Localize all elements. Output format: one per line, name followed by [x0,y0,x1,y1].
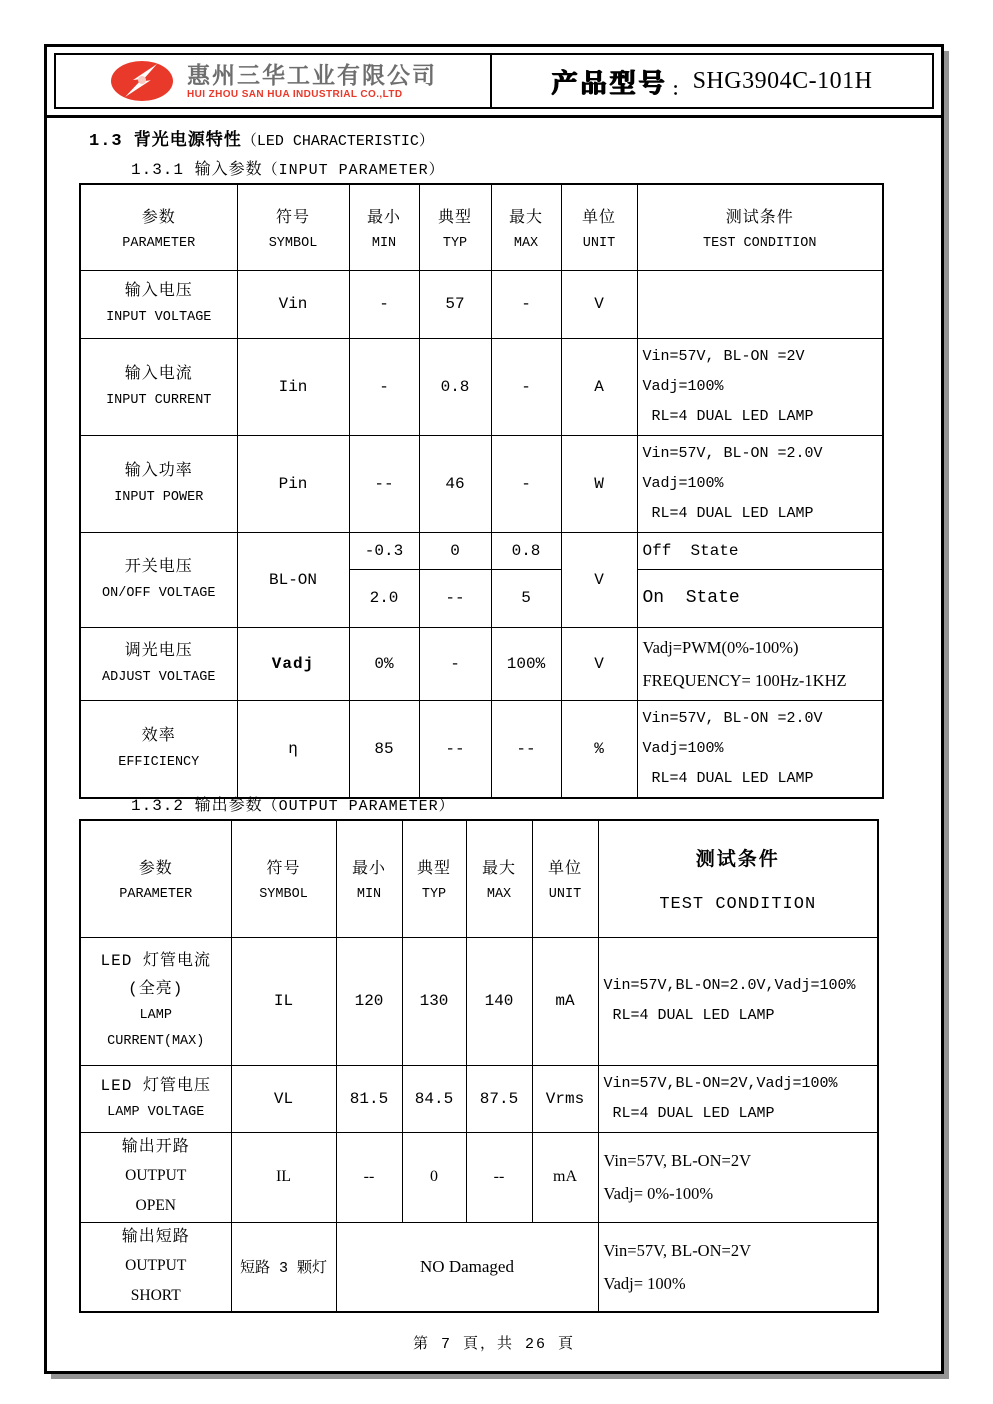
cell-max: 140 [466,937,532,1065]
cell-test-condition: Vadj=PWM(0%-100%) FREQUENCY= 100Hz-1KHZ [637,627,883,700]
cell-max: - [491,270,561,338]
company-block [56,55,492,107]
cell-symbol: IL [231,937,336,1065]
cell-typ: -- [419,700,491,798]
cell-min: 120 [336,937,402,1065]
section-1-3-2-title-cn: 1.3.2 输出参数 [131,797,263,815]
cell-unit: V [561,532,637,627]
cell-unit: W [561,435,637,532]
cell-typ: 130 [402,937,466,1065]
section-1-3-2-title-en: （OUTPUT PARAMETER） [262,798,455,815]
cell-unit: A [561,338,637,435]
cell-unit: V [561,627,637,700]
cell-test-condition: Vin=57V, BL-ON=2V Vadj= 100% [598,1222,878,1312]
header-divider [47,115,941,118]
cell-merged-result: NO Damaged [336,1222,598,1312]
cell-max: 100% [491,627,561,700]
cell-symbol: VL [231,1065,336,1132]
section-1-3-title-cn: 1.3 背光电源特性 [89,132,242,151]
cell-test-condition: Vin=57V,BL-ON=2V,Vadj=100% RL=4 DUAL LED LAMP [598,1065,878,1132]
cell-max: 87.5 [466,1065,532,1132]
section-1-3-1-title-cn: 1.3.1 输入参数 [131,161,263,179]
company-name-en: HUI ZHOU SAN HUA INDUSTRIAL CO.,LTD [187,89,403,100]
table-row-lamp-voltage [80,1065,878,1132]
section-1-3-1-title-en: （INPUT PARAMETER） [262,162,445,179]
cell-max: 0.8 [491,532,561,569]
cell-min: - [349,338,419,435]
section-1-3-title-en: （LED CHARACTERISTIC） [241,133,434,150]
cell-max: -- [491,700,561,798]
cell-max: - [491,338,561,435]
cell-param: 调光电压 ADJUST VOLTAGE [80,627,237,700]
header-cell-max: 最大 MAX [491,184,561,270]
cell-max: 5 [491,569,561,627]
header-cell-unit: 单位 UNIT [532,820,598,937]
section-1-3-1-heading [131,156,445,179]
cell-typ: 84.5 [402,1065,466,1132]
cell-symbol: 短路 3 颗灯 [231,1222,336,1312]
company-name-cn: 惠州三华工业有限公司 [187,62,437,88]
header-cell-typ: 典型 TYP [419,184,491,270]
header-cell-typ: 典型 TYP [402,820,466,937]
table-row-input-current [80,338,883,435]
header [54,53,934,109]
cell-test-condition: Vin=57V, BL-ON =2.0V Vadj=100% RL=4 DUAL LED LAMP [637,700,883,798]
header-cell-unit: 单位 UNIT [561,184,637,270]
cell-param: 输出开路 OUTPUT OPEN [80,1132,231,1222]
output-parameter-table [79,819,879,1313]
cell-param: 输出短路 OUTPUT SHORT [80,1222,231,1312]
cell-param: 开关电压 ON/OFF VOLTAGE [80,532,237,627]
cell-typ: 57 [419,270,491,338]
header-cell-cond: 测试条件 TEST CONDITION [637,184,883,270]
header-cell-param: 参数 PARAMETER [80,184,237,270]
product-model-block [492,55,932,107]
cell-test-condition: On State [637,569,883,627]
cell-unit: % [561,700,637,798]
cell-unit: Vrms [532,1065,598,1132]
cell-typ: 46 [419,435,491,532]
cell-min: -- [336,1132,402,1222]
cell-symbol: η [237,700,349,798]
cell-param: 效率 EFFICIENCY [80,700,237,798]
table-row-output-short [80,1222,878,1312]
section-1-3-2-heading [131,792,455,815]
product-model-value: SHG3904C-101H [692,67,873,94]
cell-typ: -- [419,569,491,627]
table-row-onoff-voltage-off [80,532,883,569]
header-cell-min: 最小 MIN [349,184,419,270]
cell-unit: V [561,270,637,338]
cell-test-condition: Vin=57V, BL-ON =2V Vadj=100% RL=4 DUAL LED LAMP [637,338,883,435]
header-cell-symbol: 符号 SYMBOL [237,184,349,270]
table-row-input-power [80,435,883,532]
cell-min: -- [349,435,419,532]
cell-unit: mA [532,937,598,1065]
page-number: 第 7 頁，共 26 頁 [412,1336,575,1353]
cell-min: 81.5 [336,1065,402,1132]
cell-param: 输入电压 INPUT VOLTAGE [80,270,237,338]
table-row-adjust-voltage [80,627,883,700]
cell-test-condition: Off State [637,532,883,569]
cell-symbol: BL-ON [237,532,349,627]
cell-symbol: Pin [237,435,349,532]
cell-param: LED 灯管电流 (全亮) LAMP CURRENT(MAX) [80,937,231,1065]
section-1-3-heading [89,125,434,151]
table-header-row [80,820,878,937]
product-model-colon: ： [671,82,689,101]
product-model-label: 产品型号 [551,68,668,99]
cell-unit: mA [532,1132,598,1222]
company-logo-icon [109,59,175,103]
cell-symbol: IL [231,1132,336,1222]
cell-param: 输入电流 INPUT CURRENT [80,338,237,435]
cell-symbol: Iin [237,338,349,435]
cell-param: LED 灯管电压 LAMP VOLTAGE [80,1065,231,1132]
cell-min: - [349,270,419,338]
cell-test-condition: Vin=57V, BL-ON=2V Vadj= 0%-100% [598,1132,878,1222]
page-frame [44,44,944,1374]
table-row-input-voltage [80,270,883,338]
cell-test-condition: Vin=57V, BL-ON =2.0V Vadj=100% RL=4 DUAL LED LAMP [637,435,883,532]
cell-symbol: Vin [237,270,349,338]
cell-max: -- [466,1132,532,1222]
header-cell-cond: 测试条件 TEST CONDITION [598,820,878,937]
cell-max: - [491,435,561,532]
cell-typ: 0.8 [419,338,491,435]
cell-typ: 0 [419,532,491,569]
cell-test-condition: Vin=57V,BL-ON=2.0V,Vadj=100% RL=4 DUAL LED LAMP [598,937,878,1065]
header-cell-min: 最小 MIN [336,820,402,937]
cell-typ: - [419,627,491,700]
header-cell-max: 最大 MAX [466,820,532,937]
table-row-lamp-current [80,937,878,1065]
table-row-output-open [80,1132,878,1222]
cell-typ: 0 [402,1132,466,1222]
input-parameter-table [79,183,884,799]
cell-min: 85 [349,700,419,798]
cell-symbol: Vadj [237,627,349,700]
table-header-row [80,184,883,270]
cell-test-condition [637,270,883,338]
cell-param: 输入功率 INPUT POWER [80,435,237,532]
table-row-efficiency [80,700,883,798]
cell-min: 2.0 [349,569,419,627]
cell-min: 0% [349,627,419,700]
company-name-block [187,62,437,100]
header-cell-symbol: 符号 SYMBOL [231,820,336,937]
cell-min: -0.3 [349,532,419,569]
header-cell-param: 参数 PARAMETER [80,820,231,937]
